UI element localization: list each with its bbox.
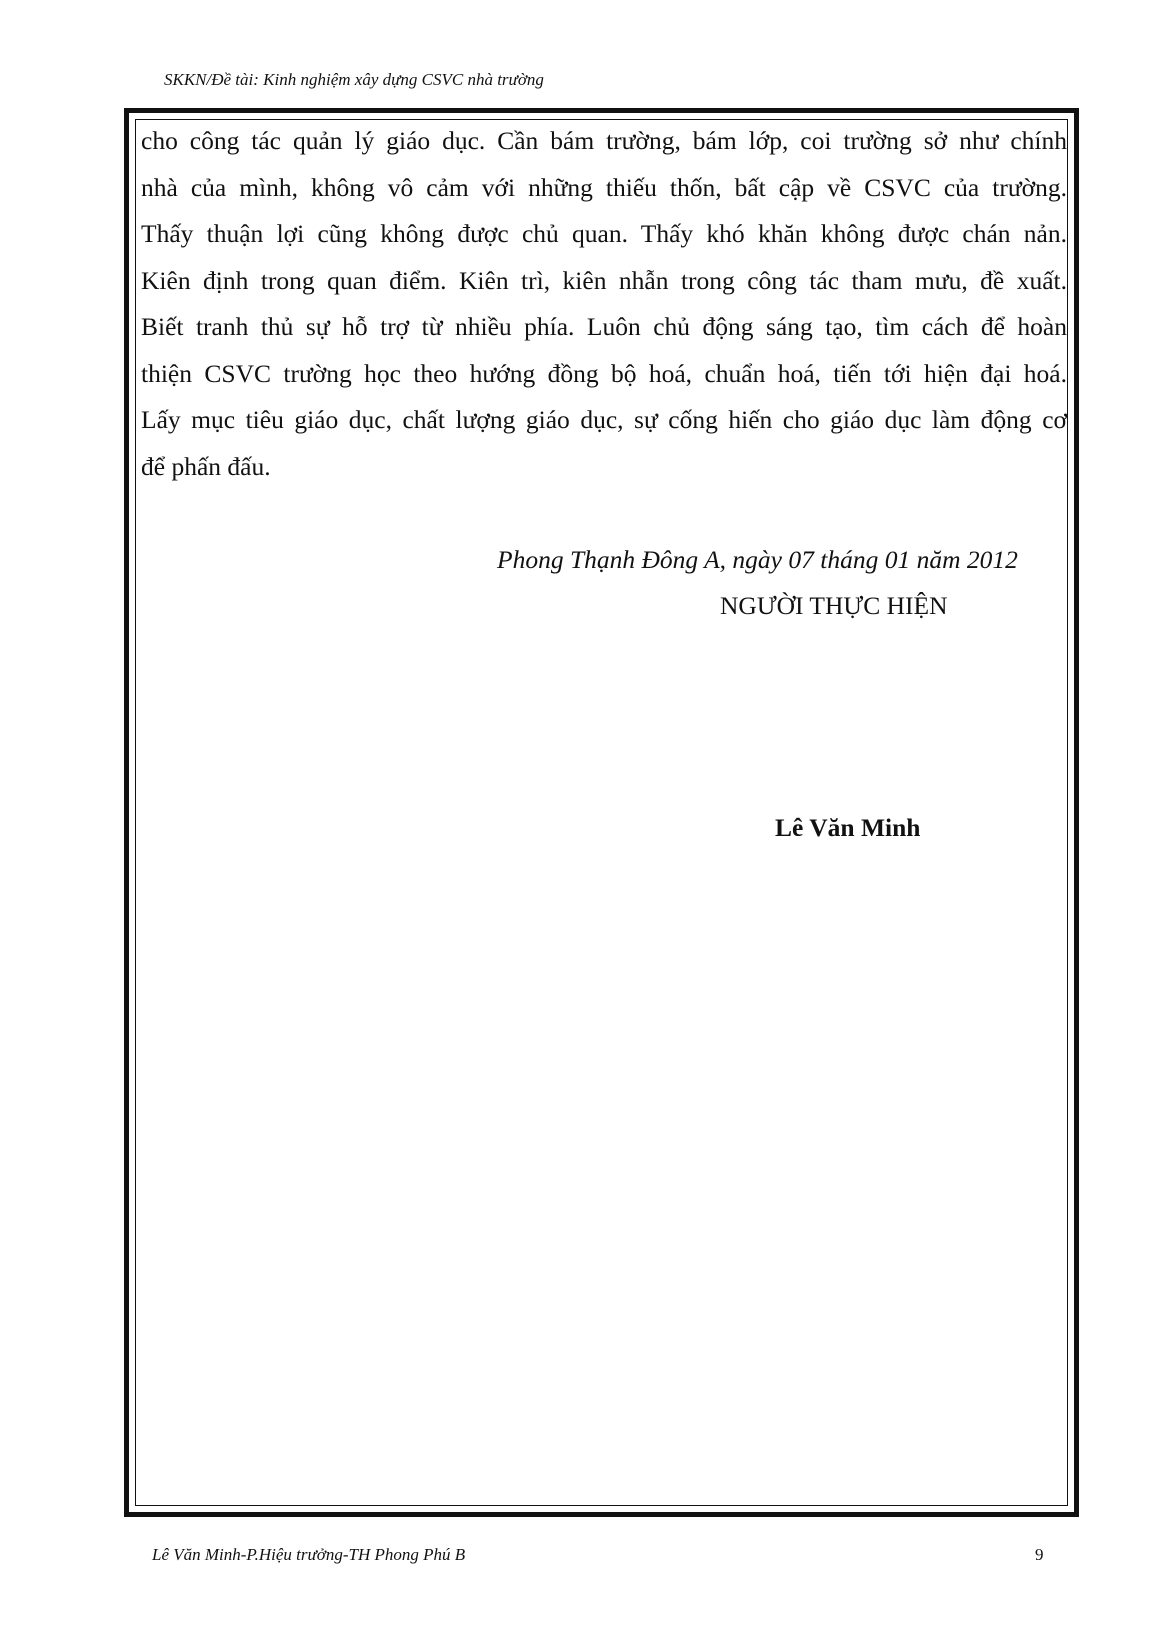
body-line: Lấy mục tiêu giáo dục, chất lượng giáo dục, sự cống hiến cho giáo dục làm động cơ	[141, 405, 1067, 434]
body-line: Kiên định trong quan điểm. Kiên trì, kiên nhẫn trong công tác tham mưu, đề xuất.	[141, 265, 1067, 295]
body-line: nhà của mình, không vô cảm với những thiếu thốn, bất cập về CSVC của trường.	[141, 172, 1067, 202]
signature-place-date: Phong Thạnh Đông A, ngày 07 tháng 01 năm 2012	[497, 545, 1018, 574]
signature-role: NGƯỜI THỰC HIỆN	[720, 591, 948, 620]
body-line: thiện CSVC trường học theo hướng đồng bộ hoá, chuẩn hoá, tiến tới hiện đại hoá.	[141, 358, 1067, 388]
body-line: để phấn đấu.	[141, 451, 271, 481]
signature-name: Lê Văn Minh	[775, 813, 921, 842]
body-line: Thấy thuận lợi cũng không được chủ quan. Thấy khó khăn không được chán nản.	[141, 219, 1067, 248]
body-line: Biết tranh thủ sự hỗ trợ từ nhiều phía. Luôn chủ động sáng tạo, tìm cách để hoàn	[141, 312, 1067, 341]
footer-author-line: Lê Văn Minh-P.Hiệu trưởng-TH Phong Phú B	[152, 1545, 466, 1564]
body-line: cho công tác quản lý giáo dục. Cần bám trường, bám lớp, coi trường sở như chính	[141, 126, 1067, 155]
page-number: 9	[1035, 1545, 1044, 1564]
body-paragraph	[141, 118, 1067, 490]
running-header: SKKN/Đề tài: Kinh nghiệm xây dựng CSVC nhà trường	[164, 70, 544, 89]
